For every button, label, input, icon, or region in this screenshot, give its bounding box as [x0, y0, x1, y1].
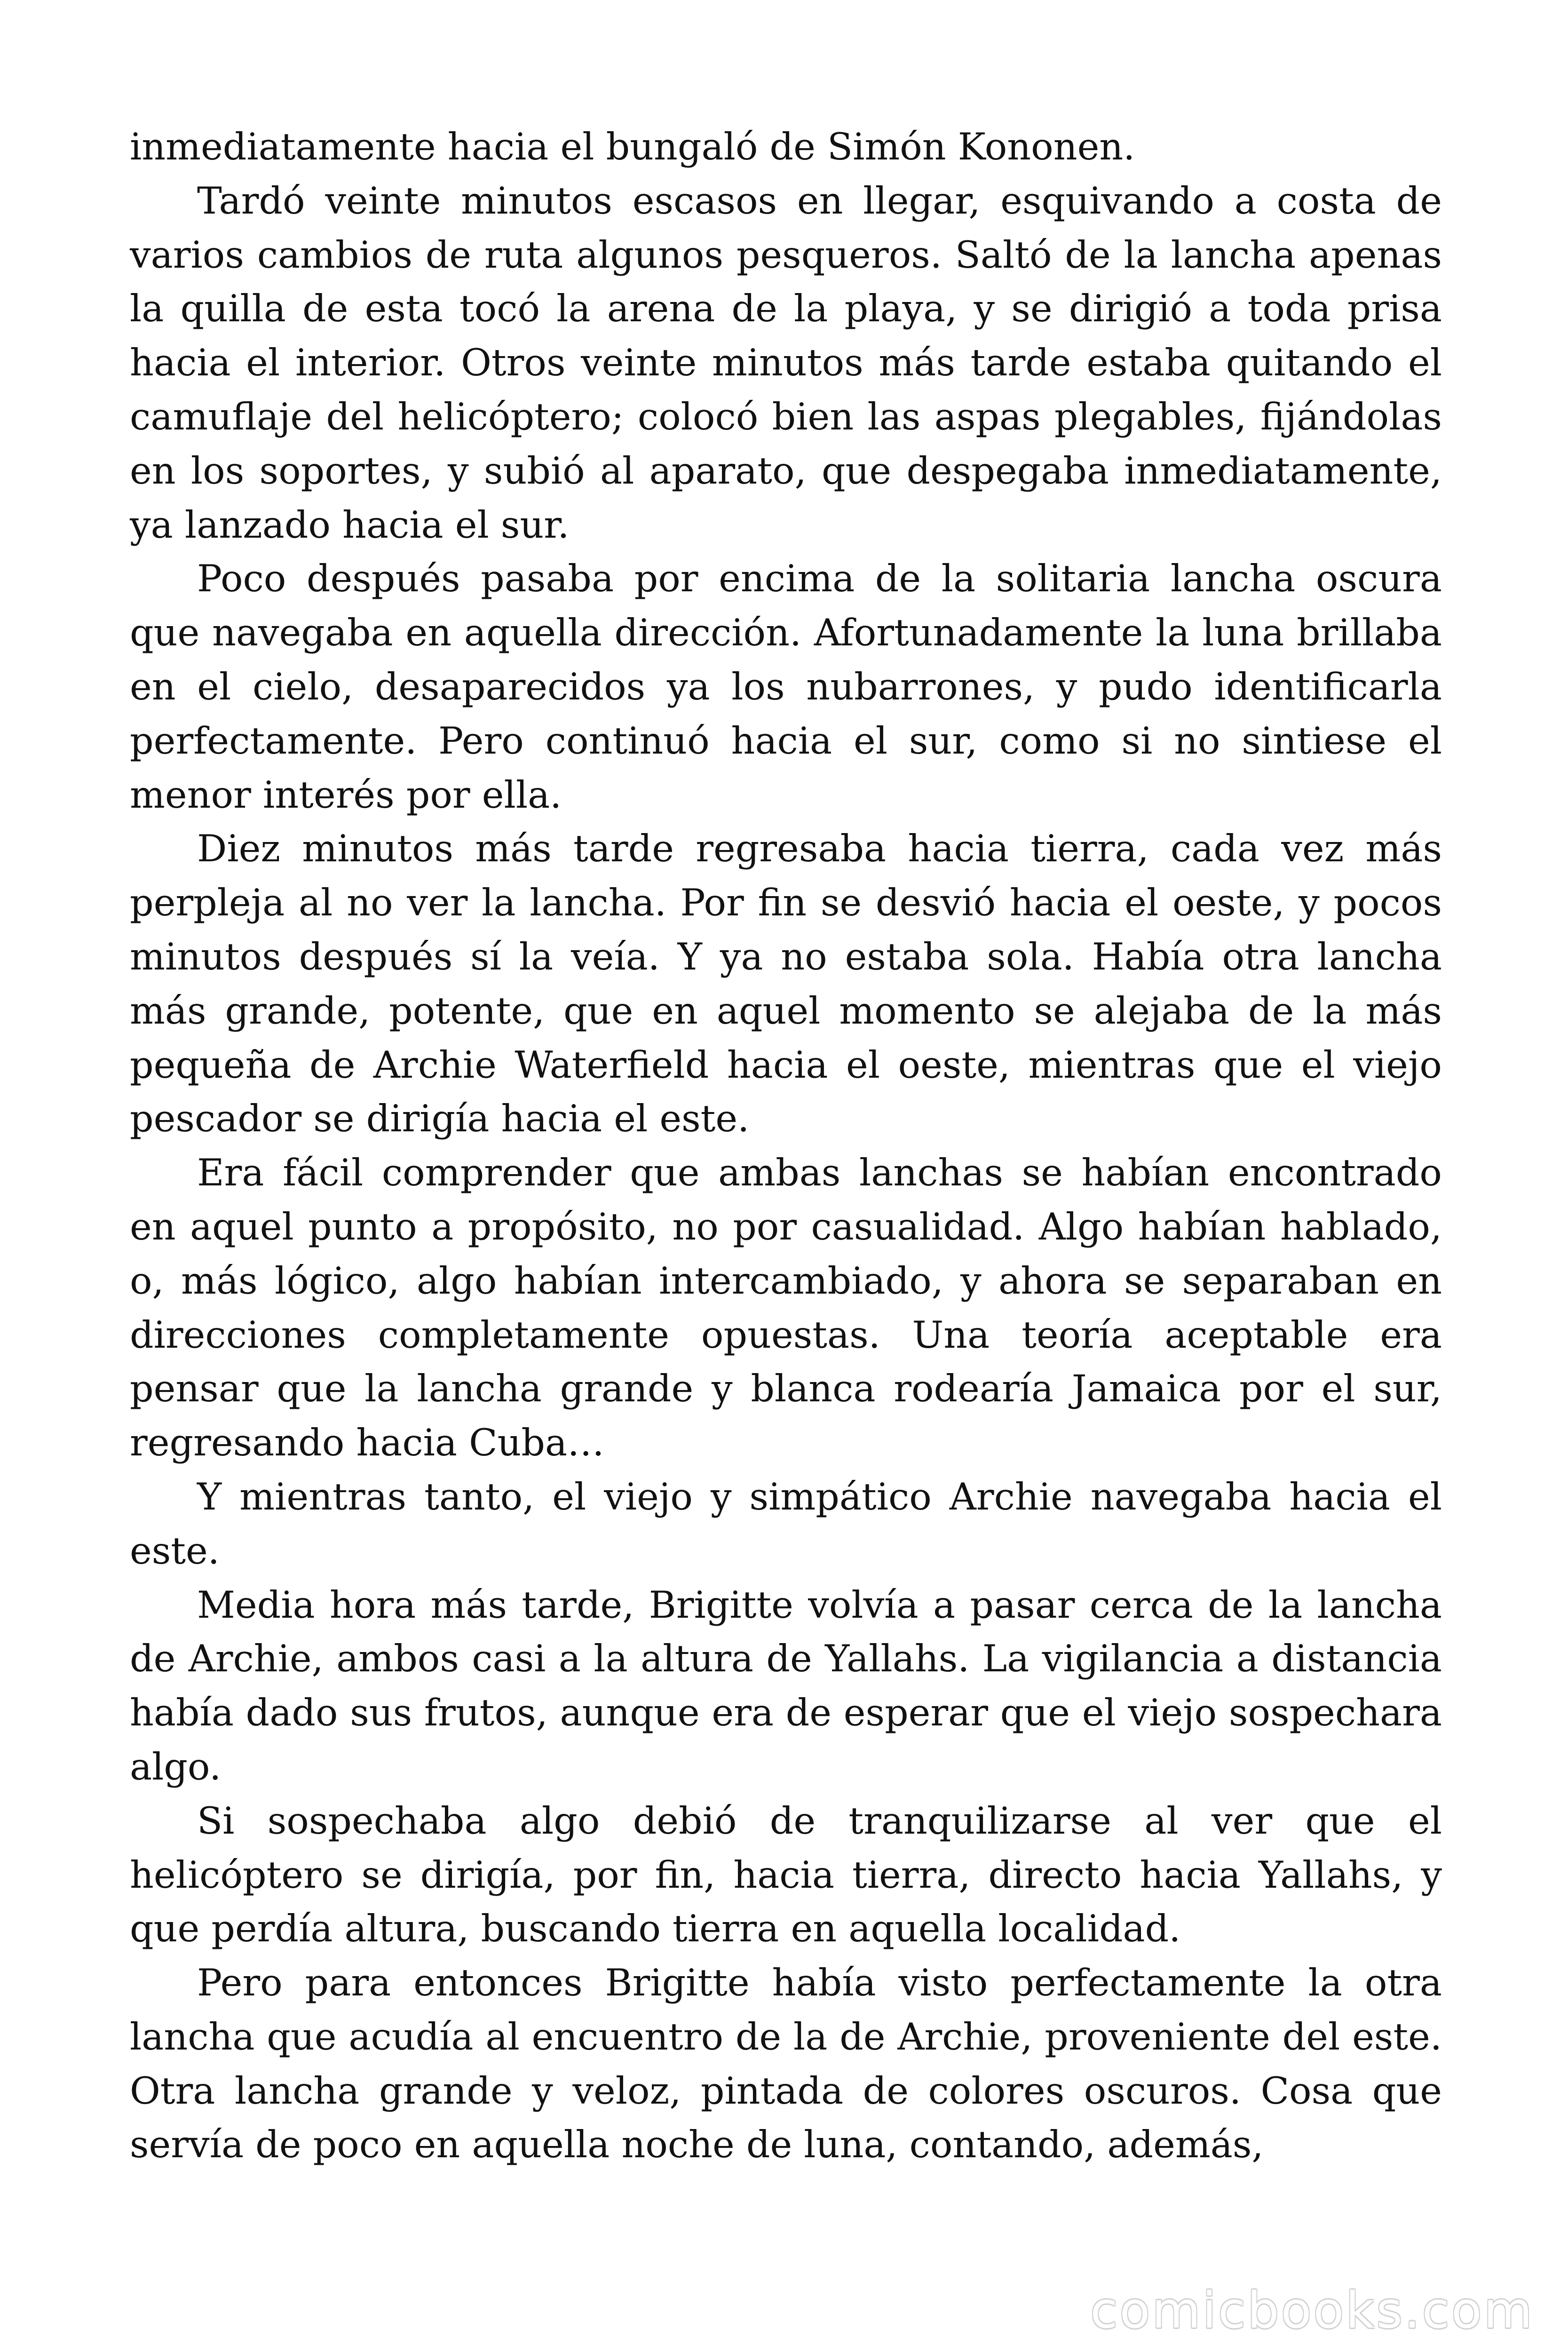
paragraph: Poco después pasaba por encima de la solitaria lancha oscura que navegaba en aquella dirección. Afortunadamente la luna brillaba en el cielo, desaparecidos ya los nubarrones, y pudo identificarla perfectamente. Pero continuó hacia el sur, como si no sintiese el menor interés por ella.: [130, 557, 1442, 817]
paragraph: Media hora más tarde, Brigitte volvía a pasar cerca de la lancha de Archie, ambos casi a la altura de Yallahs. La vigilancia a distancia había dado sus frutos, aunque era de esperar que el viejo sospechara algo.: [130, 1583, 1442, 1788]
paragraph: Tardó veinte minutos escasos en llegar, esquivando a costa de varios cambios de ruta algunos pesqueros. Saltó de la lancha apenas la quilla de esta tocó la arena de la playa, y se dirigió a toda prisa hacia el interior. Otros veinte minutos más tarde estaba quitando el camuflaje del helicóptero; colocó bien las aspas plegables, fijándolas en los soportes, y subió al aparato, que despegaba inmediatamente, ya lanzado hacia el sur.: [130, 179, 1442, 547]
paragraph: Diez minutos más tarde regresaba hacia tierra, cada vez más perpleja al no ver la lancha. Por fin se desvió hacia el oeste, y pocos minutos después sí la veía. Y ya no estaba sola. Había otra lancha más grande, potente, que en aquel momento se alejaba de la más pequeña de Archie Waterfield hacia el oeste, mientras que el viejo pescador se dirigía hacia el este.: [130, 827, 1442, 1141]
paragraph: inmediatamente hacia el bungaló de Simón Kononen.: [130, 125, 1135, 168]
paragraph: Pero para entonces Brigitte había visto perfectamente la otra lancha que acudía al encuentro de la de Archie, proveniente del este. Otra lancha grande y veloz, pintada de colores oscuros. Cosa que servía de poco en aquella noche de luna, contando, además,: [130, 1961, 1442, 2167]
paragraph: Era fácil comprender que ambas lanchas se habían encontrado en aquel punto a propósito, no por casualidad. Algo habían hablado, o, más lógico, algo habían intercambiado, y ahora se separaban en direcciones completamente opuestas. Una teoría aceptable era pensar que la lancha grande y blanca rodearía Jamaica por el sur, regresando hacia Cuba…: [130, 1151, 1442, 1465]
watermark: comicbooks.com: [1090, 2281, 1534, 2339]
page-text: [130, 120, 1442, 2172]
paragraph: Si sospechaba algo debió de tranquilizarse al ver que el helicóptero se dirigía, por fin, hacia tierra, directo hacia Yallahs, y que perdía altura, buscando tierra en aquella localidad.: [130, 1799, 1442, 1951]
paragraph: Y mientras tanto, el viejo y simpático Archie navegaba hacia el este.: [130, 1475, 1442, 1573]
